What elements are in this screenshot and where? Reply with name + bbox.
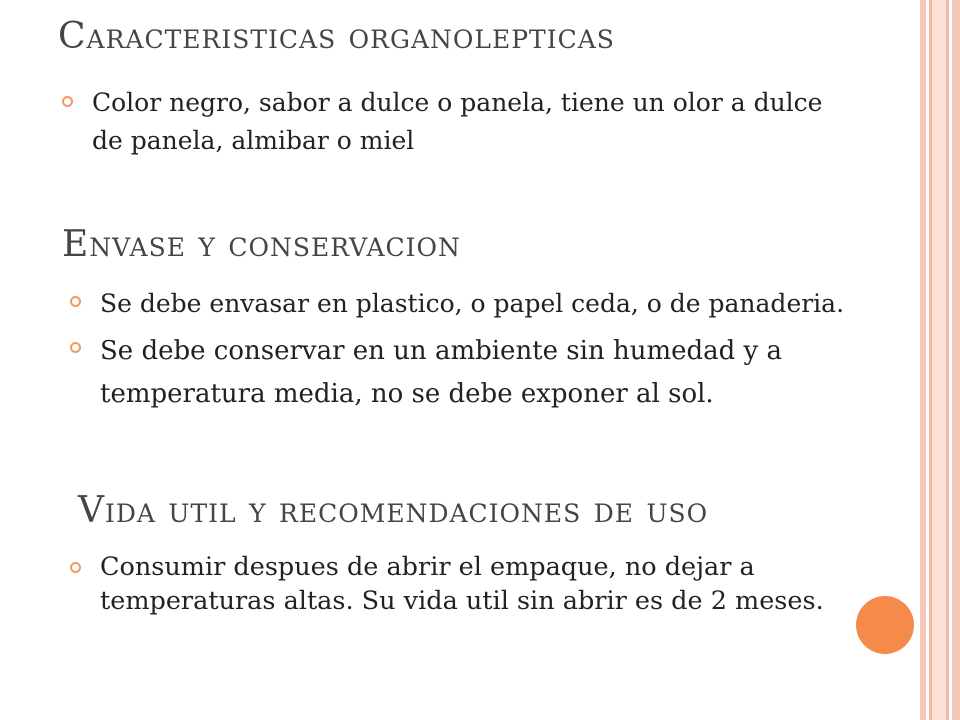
bullet-list-vida-util	[68, 550, 828, 618]
bullet-text: Consumir despues de abrir el empaque, no dejar a temperaturas altas. Su vida util sin abrir es de 2 meses.	[100, 552, 824, 616]
bullet-text: Se debe envasar en plastico, o papel ceda, o de panaderia.	[100, 289, 845, 318]
list-item	[68, 284, 858, 324]
right-border-stripes	[920, 0, 960, 720]
section-heading-vida-util: Vida util y recomendaciones de uso	[78, 490, 709, 531]
bullet-circle-icon	[62, 96, 73, 107]
section-heading-caracteristicas: Caracteristicas organolepticas	[58, 16, 615, 57]
stripe	[932, 0, 946, 720]
bullet-text: Se debe conservar en un ambiente sin humedad y a temperatura media, no se debe exponer al sol.	[100, 336, 782, 409]
stripe	[952, 0, 960, 720]
bullet-circle-icon	[70, 562, 81, 573]
bullet-list-envase	[68, 284, 858, 416]
bullet-circle-icon	[70, 296, 81, 307]
section-heading-envase: Envase y conservacion	[62, 224, 461, 265]
list-item	[60, 84, 840, 160]
list-item	[68, 550, 828, 618]
bullet-list-caracteristicas	[60, 84, 840, 160]
list-item	[68, 330, 858, 416]
bullet-text: Color negro, sabor a dulce o panela, tiene un olor a dulce de panela, almibar o miel	[92, 88, 823, 155]
accent-circle	[856, 596, 914, 654]
bullet-circle-icon	[70, 342, 81, 353]
